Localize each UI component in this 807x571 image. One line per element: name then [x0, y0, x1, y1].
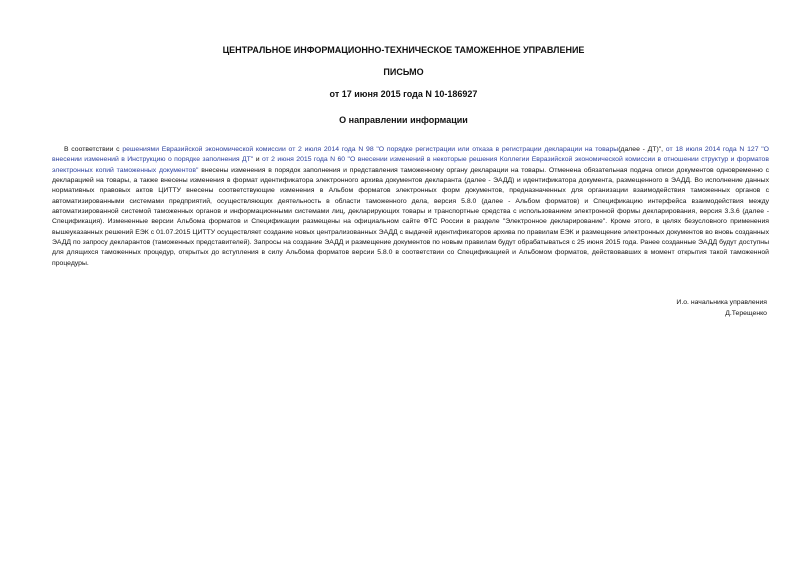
- decision-98-link[interactable]: решениями Евразийской экономической комиссии от 2 июля 2014 года N 98 "О порядке регистрации или отказа в регистрации декларации на товары: [122, 146, 619, 153]
- decision-60-link[interactable]: от 2 июня 2015 года N 60 "О внесении изменений в некоторые решения Коллегии Евразийской экономической комиссии в отношении структур и форматов электронных копий таможенных документов": [52, 156, 770, 174]
- decision-127-link[interactable]: от 18 июля 2014 года N 127 "О внесении изменений в Инструкцию о порядке заполнения ДТ": [52, 146, 770, 164]
- document-date-number: от 17 июня 2015 года N 10-186927: [329, 89, 478, 99]
- signatory-name: Д.Терещенко: [725, 310, 767, 317]
- body-text-part-3: и: [253, 156, 262, 164]
- body-text-main: внесены изменения в порядок заполнения и представления таможенному органу декларации на товары. Отменена обязательная подача описи документов одновременно с декларацией на товары, а также внесены изменения в формат идентификатора электронного архива документов декларанта (далее - ЭАДД) и идентификатора документа, размещенного в ЭАДД. Во исполнение данных нормативных правовых актов ЦИТТУ внесены соответствующие изменения в Альбом форматов электронных форм документов, предназначенных для организации взаимодействия таможенных органов с автоматизированными системами предприятий, осуществляющих деятельность в области таможенного дела, версия 5.8.0 (далее - Альбом форматов) и Спецификацию интерфейса взаимодействия между автоматизированной системой таможенных органов и информационными системами лиц, декларирующих товары и транспортные средства с использованием электронной формы декларирования, версия 3.3.6 (далее - Спецификация). Измененные версии Альбома форматов и Спецификации размещены на официальном сайте ФТС России в разделе "Электронное декларирование". Кроме этого, в целях безусловного применения вышеуказанных решений ЕЭК с 01.07.2015 ЦИТТУ осуществляет создание новых централизованных ЭАДД с выдачей идентификаторов архива по правилам ЕЭК и размещение электронных документов во вновь созданных ЭАДД по запросу декларантов (таможенных представителей). Запросы на создание ЭАДД и размещение документов по новым правилам будут обрабатываться с 25 июня 2015 года. Ранее созданные ЭАДД будут доступны для длящихся таможенных процедур, открытых до вступления в силу Альбома форматов версии 5.8.0 в соответствии со Спецификацией и Альбомом форматов, действовавших в момент открытия такой таможенной процедуры.: [52, 166, 769, 267]
- body-text-part-2: (далее - ДТ)",: [618, 146, 666, 153]
- document-subject: О направлении информации: [339, 115, 468, 125]
- letter-body: [52, 145, 769, 269]
- document-type: ПИСЬМО: [383, 67, 424, 77]
- signatory-position: И.о. начальника управления: [676, 299, 767, 306]
- body-text-intro: В соответствии с: [64, 146, 123, 153]
- organization-name: ЦЕНТРАЛЬНОЕ ИНФОРМАЦИОННО-ТЕХНИЧЕСКОЕ ТАМОЖЕННОЕ УПРАВЛЕНИЕ: [222, 45, 585, 55]
